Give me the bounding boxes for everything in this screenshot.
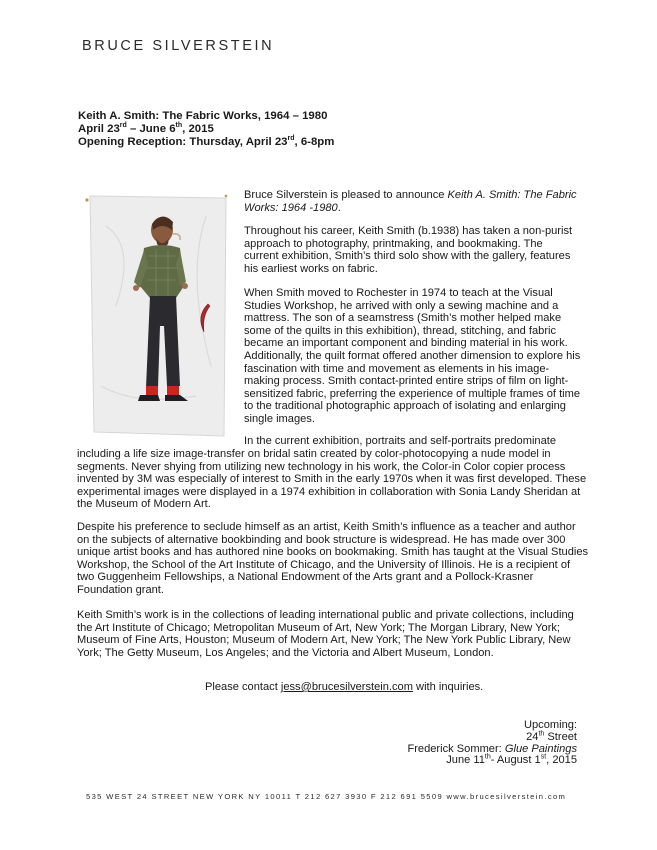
exhibition-dates: April 23rd – June 6th, 2015 (78, 122, 214, 136)
paragraph-influence: Despite his preference to seclude himself as an artist, Keith Smith’s influence as a teacher and author on the subjects of alternative bookbinding and book structure is widespread. He has made over 300 unique artist books and has authored nine books on bookmaking. Smith has taught at the Visual Studies Workshop, the School of the Art Institute of Chicago, and the University of Illinois. He is a recipient of two Guggenheim Fellowships, a National Endowment of the Arts grant and a Pollock-Krasner Foundation grant. (77, 521, 589, 596)
upcoming-location: 24th Street (526, 730, 577, 743)
opening-reception: Opening Reception: Thursday, April 23rd, 6-8pm (78, 135, 335, 149)
upcoming-label: Upcoming: (523, 719, 577, 731)
paragraph-collections: Keith Smith’s work is in the collections of leading international public and private collections, including the Art Institute of Chicago; Metropolitan Museum of Art, New York; The Morgan Library, New York; Museum of Fine Arts, Houston; Museum of Modern Art, New York; The New York Public Library, New York; The Getty Museum, Los Angeles; and the Victoria and Albert Museum, London. (77, 609, 574, 659)
paragraph-rochester: When Smith moved to Rochester in 1974 to teach at the Visual Studies Workshop, he arrived with only a sewing machine and a mattress. The son of a seamstress (Smith’s mother helped make some of the quilts in this exhibition), thread, stitching, and fabric became an important component and binding material in his work. Additionally, the quilt format offered another dimension to explore his fascination with time and movement as elements in his image-making process. Smith contact-printed entire strips of film on light-sensitized fabric, preferring the experience of multiple frames of time to the traditional photographic approach of isolating and enlarging single images. (244, 287, 581, 425)
paragraph-current-exhibition: including a life size image-transfer on bridal satin created by color-photocopying a nude model in segments. Never shying from utilizing new technology in his work, the Color-in Color copier process invented by 3M was especially of interest to Smith in the early 1970s when it was first developed. These experimental images were displayed in a 1974 exhibition in collaboration with Sonia Landy Sheridan at the Museum of Modern Art. (77, 448, 587, 511)
contact-line: Please contact jess@brucesilverstein.com with inquiries. (205, 681, 484, 693)
contact-email-link[interactable]: jess@brucesilverstein.com (280, 681, 413, 693)
exhibition-header (78, 110, 334, 150)
gallery-logo: BRUCE SILVERSTEIN (82, 38, 275, 54)
footer-address: 535 WEST 24 STREET NEW YORK NY 10011 T 212 627 3930 F 212 691 5509 www.brucesilverstein.com (86, 792, 567, 801)
fabric-self-portrait-artwork (76, 186, 236, 441)
upcoming-block (407, 720, 577, 767)
intro-paragraph: Bruce Silverstein is pleased to announce Keith A. Smith: The Fabric Works: 1964 -1980. (244, 189, 577, 214)
paragraph-career: Throughout his career, Keith Smith (b.1938) has taken a non-purist approach to photography, printmaking, and bookmaking. The current exhibition, Smith’s third solo show with the gallery, features his earliest works on fabric. (244, 225, 573, 275)
exhibition-title: Keith A. Smith: The Fabric Works, 1964 – 1980 (78, 110, 328, 122)
paragraph-current-exhibition-lead: In the current exhibition, portraits and self-portraits predominate (244, 435, 557, 447)
upcoming-show: Frederick Sommer: Glue Paintings (407, 742, 577, 755)
upcoming-dates: June 11th- August 1st, 2015 (446, 753, 577, 767)
exhibition-title-italic: Keith A. Smith: The Fabric Works: 1964 -1980 (244, 189, 577, 214)
